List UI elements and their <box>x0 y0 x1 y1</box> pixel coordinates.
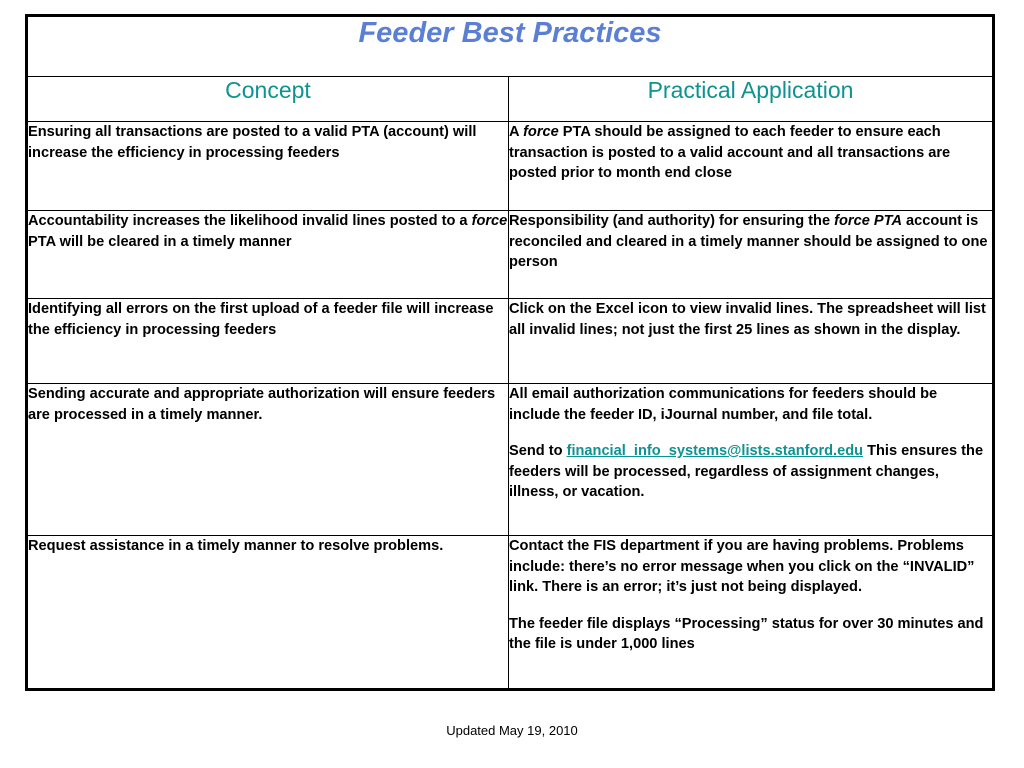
concept-emphasis: force <box>471 213 508 229</box>
best-practices-table <box>25 14 995 691</box>
application-text: Send to <box>509 443 567 459</box>
application-paragraph: The feeder file displays “Processing” status for over 30 minutes and the file is under 1,000 lines <box>509 615 984 652</box>
table-row <box>27 211 994 299</box>
application-emphasis: force PTA <box>834 213 902 229</box>
concept-cell: Sending accurate and appropriate authorization will ensure feeders are processed in a timely manner. <box>27 384 509 536</box>
application-text: PTA should be assigned to each feeder to ensure each transaction is posted to a valid account and all transactions are posted prior to month end close <box>509 124 951 181</box>
application-header: Practical Application <box>509 77 994 122</box>
application-cell: Click on the Excel icon to view invalid lines. The spreadsheet will list all invalid lines; not just the first 25 lines as shown in the display. <box>509 299 994 384</box>
table-row <box>27 384 994 536</box>
application-text: account is reconciled and cleared in a timely manner should be assigned to one person <box>509 213 988 270</box>
concept-text: Accountability increases the likelihood invalid lines posted to a <box>28 213 472 229</box>
header-row <box>27 77 994 122</box>
concept-header: Concept <box>27 77 509 122</box>
application-cell <box>509 384 994 536</box>
concept-cell <box>27 211 509 299</box>
application-emphasis: force <box>523 124 559 140</box>
concept-cell: Ensuring all transactions are posted to a valid PTA (account) will increase the efficiency in processing feeders <box>27 122 509 211</box>
application-text: Responsibility (and authority) for ensuring the <box>509 213 835 229</box>
email-link[interactable]: financial_info_systems@lists.stanford.edu <box>566 443 864 459</box>
title-row <box>27 16 994 77</box>
application-text: A <box>509 124 524 140</box>
application-paragraph <box>509 441 992 503</box>
application-text: This ensures the feeders will be processed, regardless of assignment changes, illness, or vacation. <box>509 443 984 500</box>
footer-updated-date: Updated May 19, 2010 <box>446 723 578 738</box>
concept-text: PTA will be cleared in a timely manner <box>28 233 292 250</box>
table-row <box>27 536 994 690</box>
application-paragraph: All email authorization communications for feeders should be include the feeder ID, iJournal number, and file total. <box>509 386 938 423</box>
concept-cell: Identifying all errors on the first upload of a feeder file will increase the efficiency in processing feeders <box>27 299 509 384</box>
table-title: Feeder Best Practices <box>27 16 994 77</box>
application-paragraph: Contact the FIS department if you are having problems. Problems include: there’s no error message when you click on the “INVALID” link. There is an error; it’s just not being displayed. <box>509 538 975 595</box>
table-row <box>27 299 994 384</box>
application-cell <box>509 211 994 299</box>
concept-cell: Request assistance in a timely manner to resolve problems. <box>27 536 509 690</box>
application-cell <box>509 122 994 211</box>
table-row <box>27 122 994 211</box>
application-cell <box>509 536 994 690</box>
